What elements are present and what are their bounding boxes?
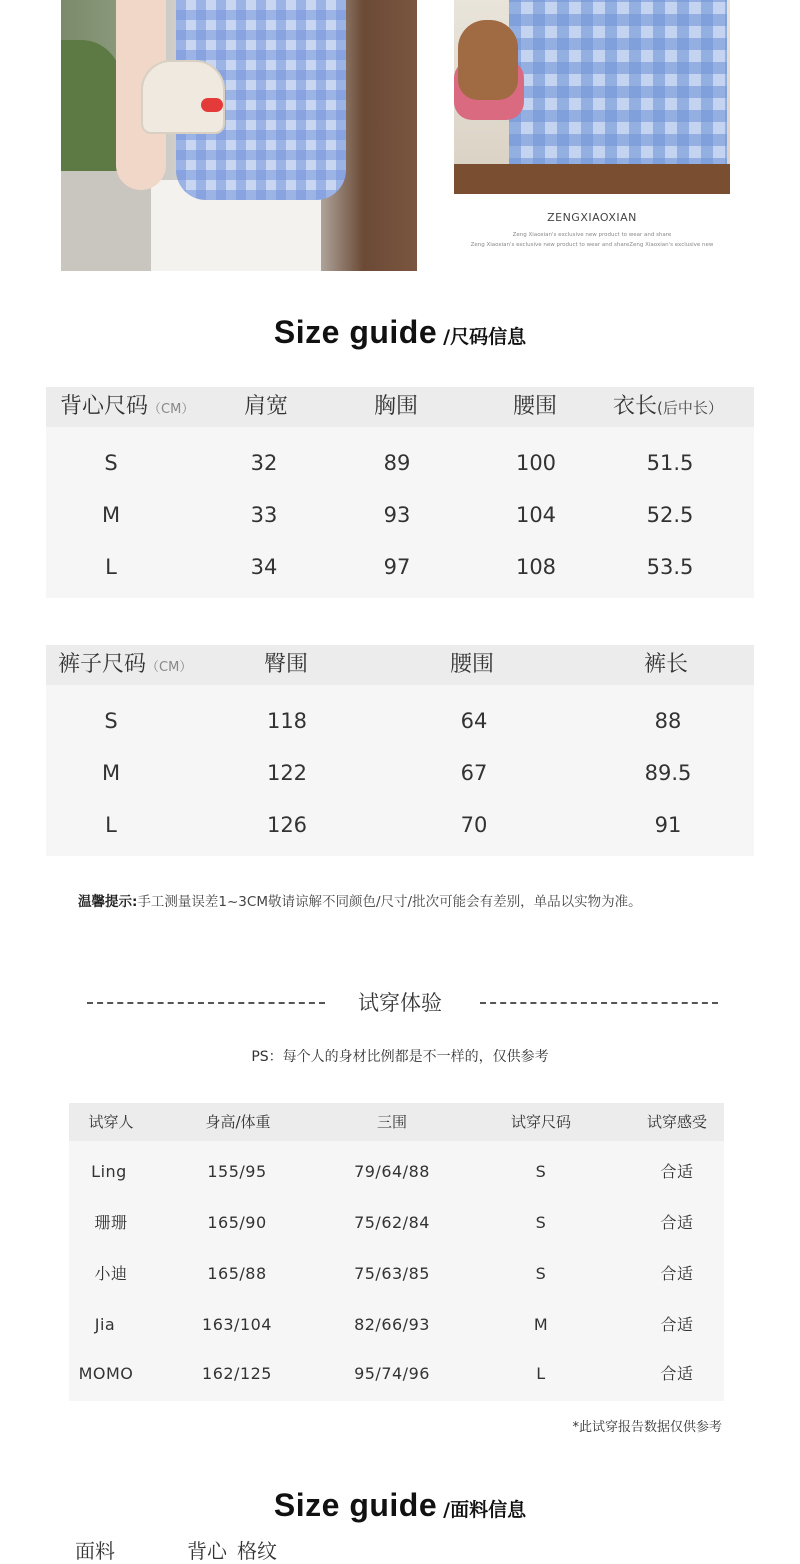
product-photo-model: [61, 0, 417, 271]
table-row: L 34 97 108 53.5: [105, 555, 694, 579]
header-chest: 胸围: [374, 394, 419, 419]
table-row: S 118 64 88: [104, 709, 682, 733]
tryon-note: *此试穿报告数据仅供参考: [572, 1420, 722, 1435]
tryon-title: 试穿体验: [358, 991, 442, 1015]
size-guide-title: Size guide /尺码信息: [273, 314, 527, 350]
header-pants-length: 裤长: [644, 652, 689, 677]
table-row: 小迪 165/88 75/63/85 S 合适: [94, 1264, 694, 1283]
fabric-info-row: 面料 背心 格纹: [75, 1539, 277, 1563]
header-length: 衣长(后中长）: [613, 394, 723, 419]
table-header: 试穿人 身高/体重 三围 试穿尺码 试穿感受: [69, 1103, 724, 1141]
header-size-label: 背心尺码（CM）: [60, 394, 195, 419]
table-row: Jia 163/104 82/66/93 M 合适: [94, 1315, 694, 1334]
tryon-table: [69, 1103, 724, 1401]
table-row: S 32 89 100 51.5: [104, 451, 694, 475]
brand-tagline: Zeng Xiaoxian's exclusive new product to wear and share Zeng Xiaoxian's exclusive new product to wear and shareZeng Xiaoxian's exclusive new: [470, 232, 714, 248]
table-header: [46, 645, 754, 685]
brand-name: ZENGXIAOXIAN: [547, 211, 637, 224]
table-row: MOMO 162/125 95/74/96 L 合适: [78, 1364, 694, 1383]
divider-right: [480, 1002, 718, 1004]
tryon-ps: PS：每个人的身材比例都是不一样的，仅供参考: [251, 1049, 549, 1065]
fabric-guide-title: Size guide /面料信息: [273, 1487, 527, 1523]
table-row: M 122 67 89.5: [101, 761, 692, 785]
header-size-label: 裤子尺码（CM）: [58, 652, 193, 677]
header-hip: 臀围: [264, 652, 309, 677]
vest-size-table: [46, 387, 754, 598]
header-shoulder: 肩宽: [244, 394, 289, 419]
table-header: [46, 387, 754, 427]
header-waist: 腰围: [450, 652, 495, 677]
table-row: M 33 93 104 52.5: [101, 503, 694, 527]
table-row: L 126 70 91: [105, 813, 682, 837]
product-photo-detail: [454, 0, 730, 194]
header-waist: 腰围: [513, 394, 558, 419]
table-row: Ling 155/95 79/64/88 S 合适: [91, 1162, 694, 1181]
pants-size-table: [46, 645, 754, 856]
table-row: 珊珊 165/90 75/62/84 S 合适: [94, 1213, 694, 1232]
measurement-tip: 温馨提示:手工测量误差1~3CM敬请谅解不同颜色/尺寸/批次可能会有差别，单品以实物为准。: [78, 894, 642, 910]
